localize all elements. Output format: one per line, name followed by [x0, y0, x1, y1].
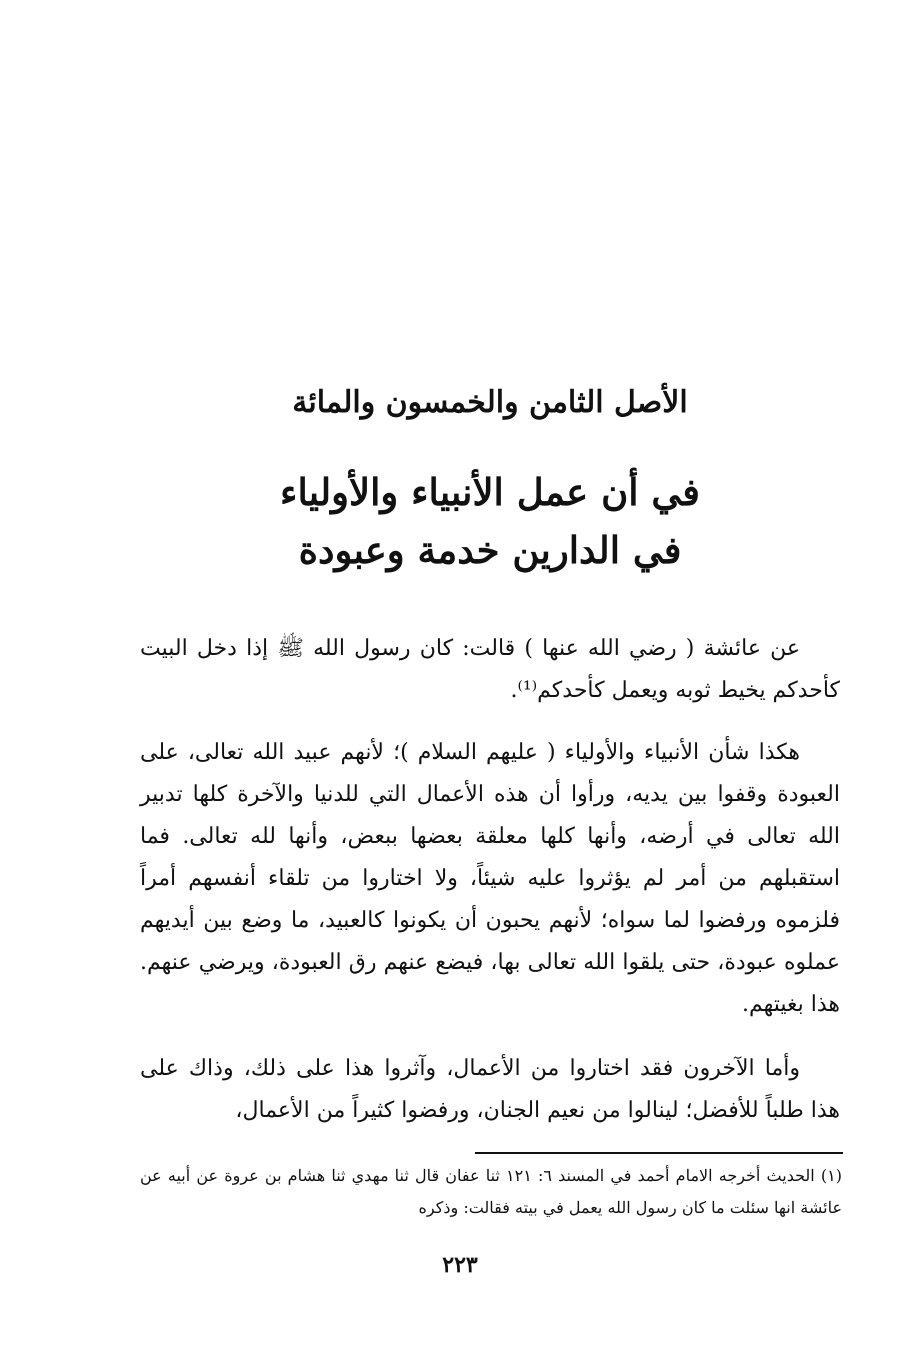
- paragraph-3: [140, 1048, 840, 1144]
- page-number: ٢٢٣: [442, 1252, 478, 1278]
- chapter-title: الأصل الثامن والخمسون والمائة: [292, 385, 688, 420]
- paragraph-2: [140, 732, 840, 1038]
- paragraph-text: وأما الآخرون فقد اختاروا من الأعمال، وآثروا هذا على ذلك، وذاك على هذا طلباً للأفضل؛ لينالوا من نعيم الجنان، ورفضوا كثيراً من الأعمال،: [140, 1056, 840, 1123]
- chapter-subtitle-line-2: في الدارين خدمة وعبودة: [298, 528, 682, 572]
- footnote-separator: [475, 1152, 843, 1154]
- chapter-subtitle-line-1: في أن عمل الأنبياء والأولياء: [280, 470, 700, 514]
- paragraph-text: عن عائشة ( رضي الله عنها ) قالت: كان رسول الله ﷺ إذا دخل البيت كأحدكم يخيط ثوبه ويعمل كأحدكم⁽¹⁾.: [140, 636, 840, 703]
- footnote: (١) الحديث أخرجه الامام أحمد في المسند ٦: ١٢١ ثنا عفان قال ثنا مهدي ثنا هشام بن عروة عن أبيه عن عائشة انها سئلت ما كان رسول الله يعمل في بيته فقالت: وذكره: [140, 1166, 842, 1217]
- paragraph-1: [140, 628, 840, 724]
- paragraph-text: هكذا شأن الأنبياء والأولياء ( عليهم السلام )؛ لأنهم عبيد الله تعالى، على العبودة وقفوا بين يديه، ورأوا أن هذه الأعمال التي للدنيا والآخرة كلها تدبير الله تعالى في أرضه، وأنها كلها معلقة بعضها ببعض، وأنها لله تعالى. فما استقبلهم من أمر لم يؤثروا عليه شيئاً، ولا اختاروا من تلقاء أنفسهم أمراً فلزموه ورفضوا لما سواه؛ لأنهم يحبون أن يكونوا كالعبيد، ما وضع بين أيديهم عملوه عبودة، حتى يلقوا الله تعالى بها، فيضع عنهم رق العبودة، ويرضي عنهم. هذا بغيتهم.: [140, 740, 840, 1017]
